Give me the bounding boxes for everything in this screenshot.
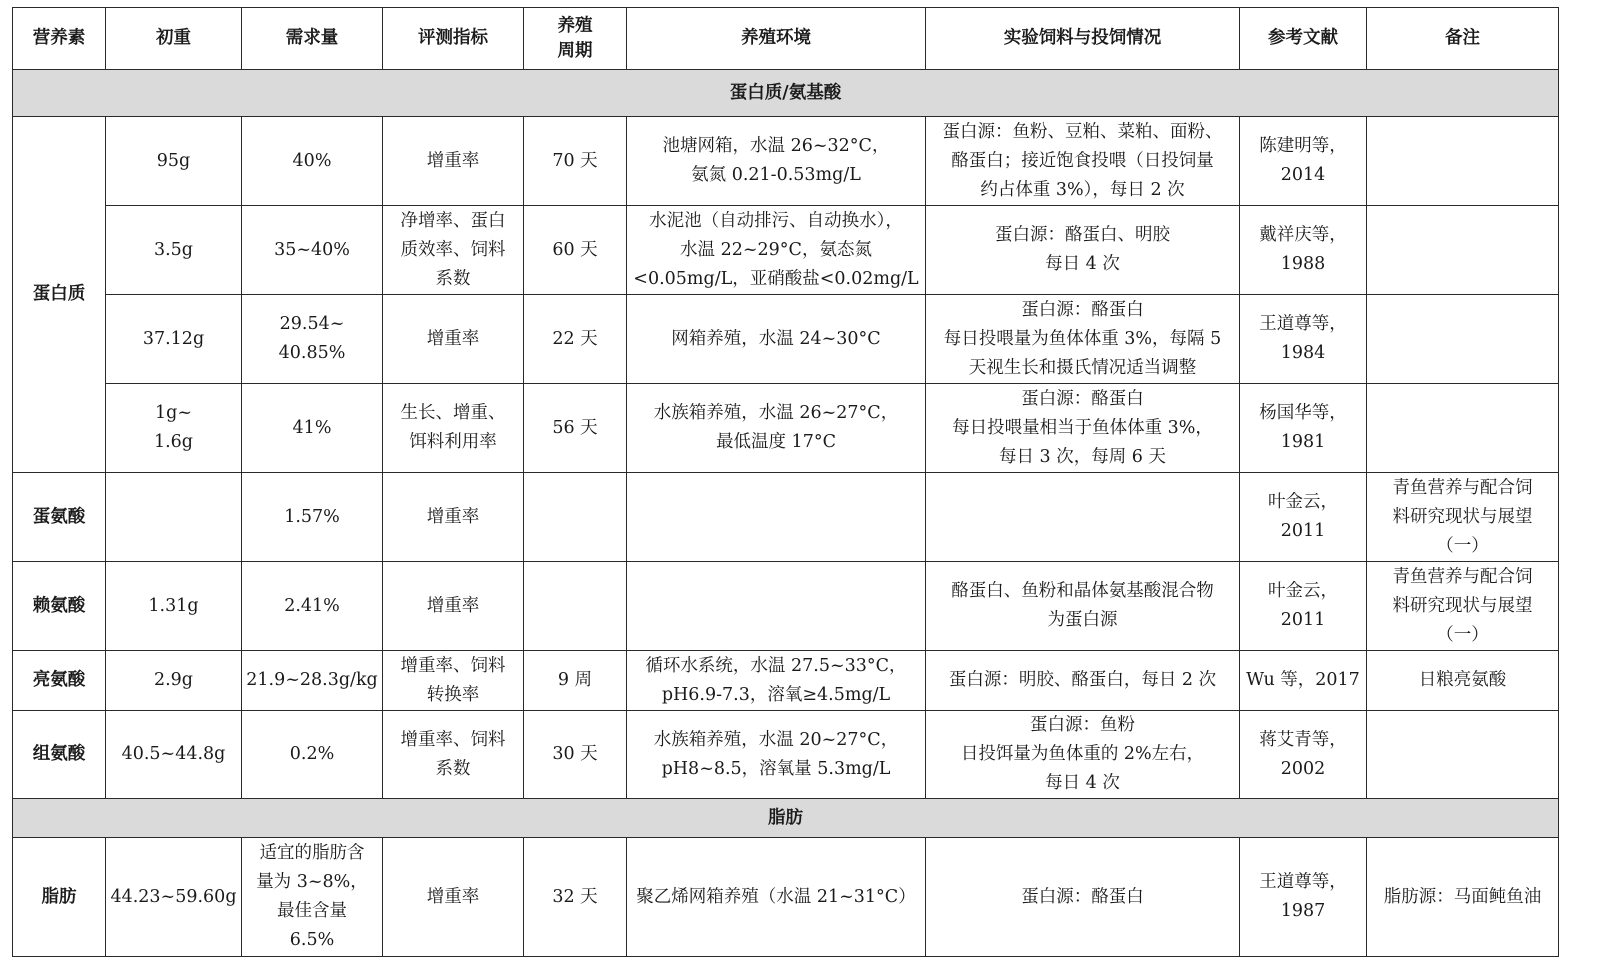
cell-environment: 水族箱养殖，水温 26~27°C， 最低温度 17°C [627, 384, 926, 473]
cell-requirement: 29.54~ 40.85% [242, 295, 383, 384]
table-row [13, 473, 1559, 562]
cell-period: 32 天 [524, 838, 627, 957]
nutrient-name: 脂肪 [13, 838, 106, 957]
cell-reference: 陈建明等， 2014 [1240, 117, 1367, 206]
cell-note [1367, 117, 1559, 206]
cell-reference: 杨国华等， 1981 [1240, 384, 1367, 473]
nutrition-requirements-table [12, 7, 1559, 957]
cell-period: 9 周 [524, 651, 627, 711]
cell-period: 70 天 [524, 117, 627, 206]
cell-period: 30 天 [524, 711, 627, 799]
cell-note [1367, 711, 1559, 799]
section-title-fat: 脂肪 [13, 799, 1559, 838]
header-culture-period: 养殖 周期 [524, 8, 627, 70]
cell-environment [627, 473, 926, 562]
cell-requirement: 41% [242, 384, 383, 473]
cell-reference: 蒋艾青等， 2002 [1240, 711, 1367, 799]
cell-initial-weight: 1.31g [106, 562, 242, 651]
table-row [13, 295, 1559, 384]
header-note: 备注 [1367, 8, 1559, 70]
cell-metric: 增重率 [383, 838, 524, 957]
cell-reference: 叶金云， 2011 [1240, 562, 1367, 651]
cell-environment: 网箱养殖，水温 24~30°C [627, 295, 926, 384]
table-row [13, 651, 1559, 711]
cell-initial-weight: 44.23~59.60g [106, 838, 242, 957]
cell-reference: Wu 等，2017 [1240, 651, 1367, 711]
header-initial-weight: 初重 [106, 8, 242, 70]
header-nutrient: 营养素 [13, 8, 106, 70]
cell-metric: 增重率 [383, 295, 524, 384]
cell-reference: 王道尊等， 1987 [1240, 838, 1367, 957]
header-feed-and-feeding: 实验饲料与投饲情况 [926, 8, 1240, 70]
cell-initial-weight [106, 473, 242, 562]
cell-note: 日粮亮氨酸 [1367, 651, 1559, 711]
cell-period [524, 473, 627, 562]
cell-note: 脂肪源：马面鲀鱼油 [1367, 838, 1559, 957]
header-row [13, 8, 1559, 70]
cell-environment: 循环水系统，水温 27.5~33°C， pH6.9-7.3，溶氧≥4.5mg/L [627, 651, 926, 711]
cell-feed: 蛋白源：鱼粉 日投饵量为鱼体重的 2%左右， 每日 4 次 [926, 711, 1240, 799]
nutrient-name: 组氨酸 [13, 711, 106, 799]
cell-feed: 蛋白源：酪蛋白 每日投喂量为鱼体体重 3%，每隔 5 天视生长和摄氏情况适当调整 [926, 295, 1240, 384]
cell-requirement: 1.57% [242, 473, 383, 562]
cell-feed [926, 473, 1240, 562]
cell-period: 22 天 [524, 295, 627, 384]
cell-reference: 戴祥庆等， 1988 [1240, 206, 1367, 295]
cell-metric: 生长、增重、 饵料利用率 [383, 384, 524, 473]
header-metric: 评测指标 [383, 8, 524, 70]
table-row [13, 384, 1559, 473]
cell-requirement: 35~40% [242, 206, 383, 295]
table-row [13, 117, 1559, 206]
cell-initial-weight: 37.12g [106, 295, 242, 384]
header-culture-environment: 养殖环境 [627, 8, 926, 70]
cell-initial-weight: 2.9g [106, 651, 242, 711]
cell-note [1367, 206, 1559, 295]
cell-metric: 增重率 [383, 562, 524, 651]
cell-initial-weight: 95g [106, 117, 242, 206]
cell-environment [627, 562, 926, 651]
table-row [13, 562, 1559, 651]
header-reference: 参考文献 [1240, 8, 1367, 70]
cell-period [524, 562, 627, 651]
cell-feed: 蛋白源：酪蛋白 每日投喂量相当于鱼体体重 3%， 每日 3 次，每周 6 天 [926, 384, 1240, 473]
cell-requirement: 21.9~28.3g/kg [242, 651, 383, 711]
cell-reference: 王道尊等， 1984 [1240, 295, 1367, 384]
cell-initial-weight: 3.5g [106, 206, 242, 295]
cell-requirement: 适宜的脂肪含 量为 3~8%， 最佳含量 6.5% [242, 838, 383, 957]
table-row [13, 711, 1559, 799]
nutrient-name: 蛋白质 [13, 117, 106, 473]
cell-environment: 水族箱养殖，水温 20~27°C， pH8~8.5，溶氧量 5.3mg/L [627, 711, 926, 799]
cell-feed: 蛋白源：明胶、酪蛋白，每日 2 次 [926, 651, 1240, 711]
cell-note: 青鱼营养与配合饲 料研究现状与展望 （一） [1367, 562, 1559, 651]
table-row [13, 838, 1559, 957]
cell-environment: 水泥池（自动排污、自动换水）， 水温 22~29°C，氨态氮 <0.05mg/L，亚硝酸盐<0.02mg/L [627, 206, 926, 295]
cell-metric: 增重率、饲料 转换率 [383, 651, 524, 711]
nutrient-name: 亮氨酸 [13, 651, 106, 711]
cell-requirement: 0.2% [242, 711, 383, 799]
cell-metric: 增重率 [383, 117, 524, 206]
cell-initial-weight: 40.5~44.8g [106, 711, 242, 799]
cell-period: 56 天 [524, 384, 627, 473]
cell-feed: 蛋白源：酪蛋白 [926, 838, 1240, 957]
table-row [13, 206, 1559, 295]
cell-metric: 净增率、蛋白 质效率、饲料 系数 [383, 206, 524, 295]
section-row [13, 70, 1559, 117]
cell-feed: 蛋白源：酪蛋白、明胶 每日 4 次 [926, 206, 1240, 295]
cell-environment: 池塘网箱，水温 26~32°C， 氨氮 0.21-0.53mg/L [627, 117, 926, 206]
section-row [13, 799, 1559, 838]
header-requirement: 需求量 [242, 8, 383, 70]
cell-period: 60 天 [524, 206, 627, 295]
cell-feed: 酪蛋白、鱼粉和晶体氨基酸混合物 为蛋白源 [926, 562, 1240, 651]
cell-initial-weight: 1g~ 1.6g [106, 384, 242, 473]
cell-note [1367, 384, 1559, 473]
cell-reference: 叶金云， 2011 [1240, 473, 1367, 562]
cell-metric: 增重率 [383, 473, 524, 562]
nutrient-name: 蛋氨酸 [13, 473, 106, 562]
cell-note [1367, 295, 1559, 384]
cell-environment: 聚乙烯网箱养殖（水温 21~31°C） [627, 838, 926, 957]
cell-requirement: 40% [242, 117, 383, 206]
cell-feed: 蛋白源：鱼粉、豆粕、菜粕、面粉、 酪蛋白；接近饱食投喂（日投饲量 约占体重 3%），每日 2 次 [926, 117, 1240, 206]
cell-metric: 增重率、饲料 系数 [383, 711, 524, 799]
cell-requirement: 2.41% [242, 562, 383, 651]
cell-note: 青鱼营养与配合饲 料研究现状与展望 （一） [1367, 473, 1559, 562]
nutrient-name: 赖氨酸 [13, 562, 106, 651]
section-title-protein-amino: 蛋白质/氨基酸 [13, 70, 1559, 117]
